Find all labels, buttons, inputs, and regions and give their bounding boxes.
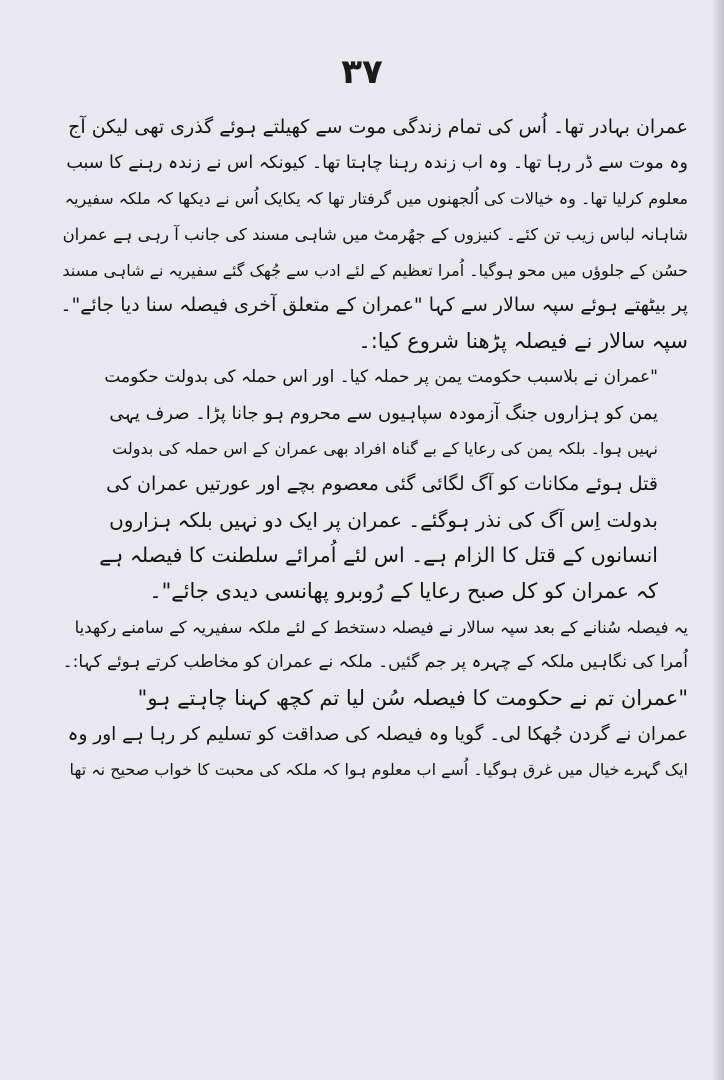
text-line: "عمران تم نے حکومت کا فیصلہ سُن لیا تم کچھ کہنا چاہتے ہو"	[137, 686, 688, 710]
text-line: نہیں ہوا۔ بلکہ یمن کی رعایا کے بے گناہ افراد بھی عمران کے اس حملہ کی بدولت	[112, 439, 658, 459]
paragraph-2-quote	[58, 360, 688, 610]
text-line: یہ فیصلہ سُنانے کے بعد سپہ سالار نے فیصلہ دستخط کے لئے ملکہ سفیریہ کے سامنے رکھدیا	[74, 617, 688, 637]
page-edge-shadow	[712, 0, 724, 1080]
text-line: عمران بہادر تھا۔ اُس کی تمام زندگی موت سے کھیلتے ہوئے گذری تھی لیکن آج	[68, 116, 688, 138]
text-line: حسُن کے جلوؤں میں محو ہوگیا۔ اُمرا تعظیم کے لئے ادب سے جُھک گئے سفیریہ نے شاہی مسند	[62, 260, 688, 280]
text-line: پر بیٹھتے ہوئے سپہ سالار سے کہا "عمران کے متعلق آخری فیصلہ سنا دیا جائے"۔	[60, 294, 688, 317]
paragraph-1	[58, 110, 688, 360]
text-line: انسانوں کے قتل کا الزام ہے۔ اس لئے اُمرائے سلطنت کا فیصلہ ہے	[99, 543, 658, 568]
paragraph-3	[58, 610, 688, 788]
text-line: کہ عمران کو کل صبح رعایا کے رُوبرو پھانسی دیدی جائے"۔	[149, 578, 658, 603]
text-line: معلوم کرلیا تھا۔ وہ خیالات کی اُلجھنوں میں گرفتار تھا کہ یکایک اُس نے دیکھا کہ ملکہ سفیریہ	[64, 189, 688, 209]
text-line: قتل ہوئے مکانات کو آگ لگائی گئی معصوم بچے اور عورتیں عمران کی	[106, 472, 658, 495]
text-line: وہ موت سے ڈر رہا تھا۔ وہ اب زندہ رہنا چاہتا تھا۔ کیونکہ اس نے زندہ رہنے کا سبب	[66, 152, 688, 173]
text-line: بدولت اِس آگ کی نذر ہوگئے۔ عمران پر ایک دو نہیں بلکہ ہزاروں	[109, 507, 658, 532]
text-line: "عمران نے بلاسبب حکومت یمن پر حملہ کیا۔ اور اس حملہ کی بدولت حکومت	[104, 366, 658, 387]
text-line: ایک گہرے خیال میں غرق ہوگیا۔ اُسے اب معلوم ہوا کہ ملکہ کی محبت کا خواب صحیح نہ تھا	[69, 760, 688, 780]
text-line: سپہ سالار نے فیصلہ پڑھنا شروع کیا:۔	[358, 329, 688, 354]
text-line: یمن کو ہزاروں جنگ آزمودہ سپاہیوں سے محروم ہو جانا پڑا۔ صرف یہی	[109, 402, 658, 424]
text-line: اُمرا کی نگاہیں ملکہ کے چہرہ پر جم گئیں۔ ملکہ نے عمران کو مخاطب کرتے ہوئے کہا:۔	[62, 652, 688, 673]
page-number: ۳۷	[341, 52, 383, 92]
text-line: شاہانہ لباس زیب تن کئے۔ کنیزوں کے جھُرمٹ میں شاہی مسند کی جانب آ رہی ہے عمران	[62, 225, 688, 245]
page-text	[58, 110, 688, 788]
text-line: عمران نے گردن جُھکا لی۔ گویا وہ فیصلہ کی صداقت کو تسلیم کر رہا ہے اور وہ	[67, 723, 688, 745]
